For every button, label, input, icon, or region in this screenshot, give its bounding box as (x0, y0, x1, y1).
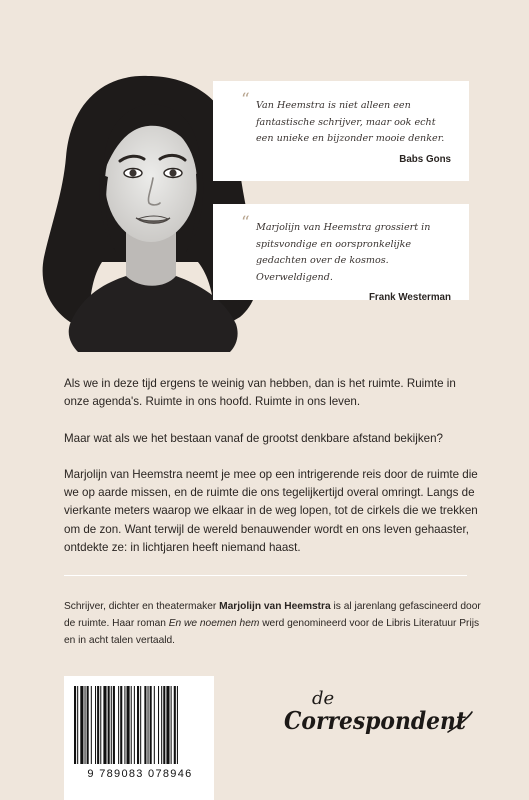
barcode-box (64, 676, 214, 800)
barcode-bar (177, 686, 178, 764)
barcode-bar (124, 686, 125, 764)
barcode-bar (85, 686, 86, 764)
barcode-bar (150, 686, 152, 764)
quote-text: Van Heemstra is niet alleen een fantastische schrijver, maar ook echt een unieke en bijzonder mooie denker. (256, 100, 445, 144)
quote-author: Frank Westerman (368, 292, 451, 303)
bio-text: is al jarenlang gefascineerd door de ruimte. Haar roman (64, 601, 481, 629)
isbn-number: 9 789083 078946 (87, 768, 193, 780)
barcode-bar (161, 686, 162, 764)
barcode-bar (140, 686, 141, 764)
barcode-bar (108, 686, 110, 764)
publisher-logo (278, 682, 478, 742)
barcode-bar (163, 686, 165, 764)
barcode-bar (144, 686, 146, 764)
bio-text: werd genomineerd voor de Libris Literatuur Prijs en in acht talen vertaald. (64, 618, 480, 646)
blurb-paragraph-1: Als we in deze tijd ergens te weinig van hebben, dan is het ruimte. Ruimte in onze agenda's. Ruimte in ons hoofd. Ruimte in ons leven. (64, 377, 456, 409)
barcode-bar (131, 686, 132, 764)
quote-author: Babs Gons (399, 153, 451, 165)
author-bio (64, 598, 484, 649)
barcode-bar (91, 686, 92, 764)
barcode-bar (166, 686, 169, 764)
quote-text: Marjolijn van Heemstra grossiert in spitsvondige en oorspronkelijke gedachten over de kosmos. Overweldigend. (256, 222, 431, 283)
bio-author-name: Marjolijn van Heemstra (219, 601, 331, 612)
barcode-bar (171, 686, 172, 764)
barcode-bar (174, 686, 176, 764)
barcode-bar (113, 686, 115, 764)
barcode-bar (97, 686, 99, 764)
barcode-bar (137, 686, 139, 764)
barcode-bar (118, 686, 119, 764)
barcode-bar (80, 686, 83, 764)
quote-mark-icon: “ (241, 213, 250, 233)
bio-book-title: En we noemen hem (168, 618, 260, 629)
barcode-bar (87, 686, 89, 764)
barcode-icon (72, 686, 206, 768)
quote-box-2 (213, 204, 469, 303)
barcode-bar (100, 686, 101, 764)
barcode-bar (103, 686, 106, 764)
logo-word-correspondent: Correspondent (284, 706, 466, 735)
blurb-paragraph-2: Maar wat als we het bestaan vanaf de grootst denkbare afstand bekijken? (64, 432, 443, 445)
barcode-bar (95, 686, 96, 764)
logo-word-de: de (312, 688, 335, 709)
barcode-bar (77, 686, 78, 764)
bio-text: Schrijver, dichter en theatermaker (64, 601, 220, 612)
barcode-bar (74, 686, 76, 764)
barcode-bar (158, 686, 159, 764)
section-divider (64, 575, 467, 576)
barcode-bar (134, 686, 135, 764)
barcode-bar (120, 686, 122, 764)
barcode-bar (111, 686, 112, 764)
quote-box-1 (213, 81, 469, 181)
quote-mark-icon: “ (241, 90, 250, 110)
blurb-paragraph-3: Marjolijn van Heemstra neemt je mee op een intrigerende reis door de ruimte die we op aarde missen, en de ruimte die ons tegelijkertijd overal omringt. Langs de vierkante meters waarop we elkaar in de weg lopen, tot de cirkels die we trekken om de zon. Want terwijl de wereld benauwender wordt en ons leven gehaaster, ontdekte ze: in lichtjaren heeft niemand haast. (64, 468, 478, 554)
barcode-bar (127, 686, 130, 764)
barcode-bar (154, 686, 155, 764)
barcode-bar (148, 686, 149, 764)
